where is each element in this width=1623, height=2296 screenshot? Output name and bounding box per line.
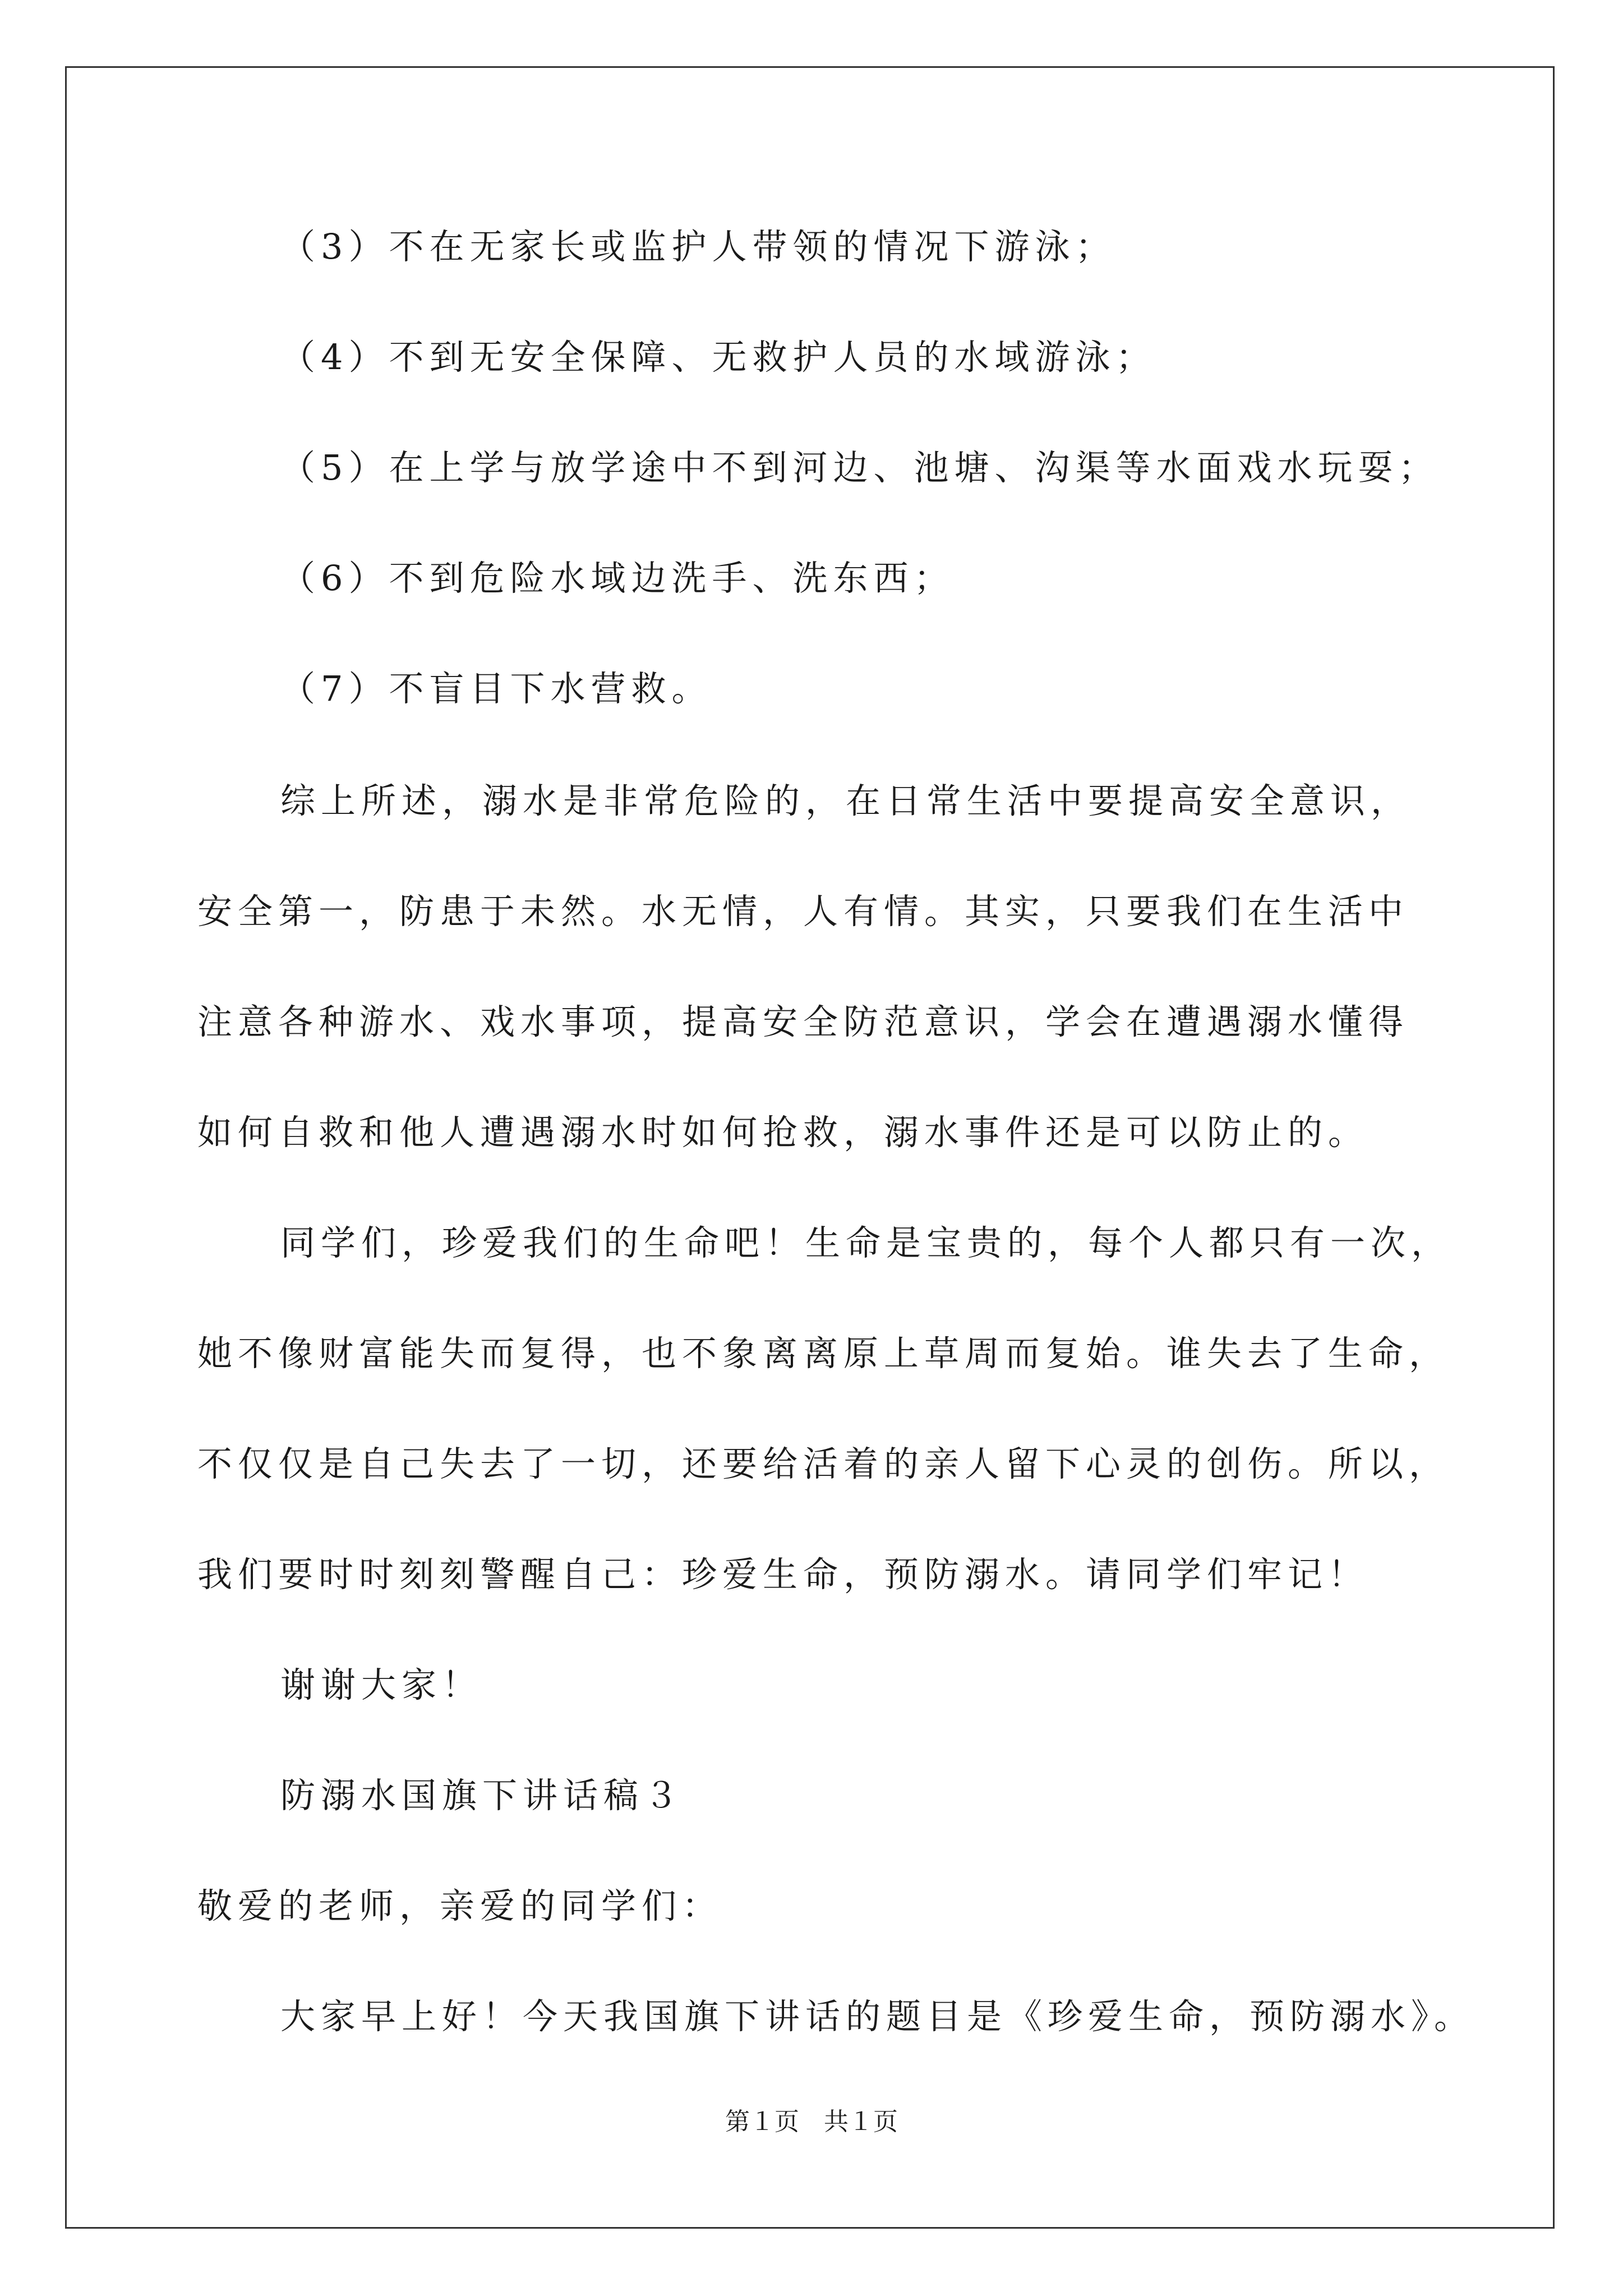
paragraph-line: 大家早上好！今天我国旗下讲话的题目是《珍爱生命，预防溺水》。 bbox=[280, 1996, 1475, 2037]
paragraph-line: 我们要时时刻刻警醒自己：珍爱生命，预防溺水。请同学们牢记！ bbox=[197, 1554, 1369, 1595]
page-number: 第１页 共１页 bbox=[725, 2108, 898, 2136]
section-title: 防溺水国旗下讲话稿３ bbox=[280, 1775, 685, 1816]
list-item-5: （5）在上学与放学途中不到河边、池塘、沟渠等水面戏水玩耍； bbox=[280, 447, 1439, 488]
paragraph-line: 综上所述，溺水是非常危险的，在日常生活中要提高安全意识， bbox=[280, 780, 1412, 821]
paragraph-line: 注意各种游水、戏水事项，提高安全防范意识，学会在遭遇溺水懂得 bbox=[197, 1001, 1409, 1042]
paragraph-line: 同学们，珍爱我们的生命吧！生命是宝贵的，每个人都只有一次， bbox=[280, 1222, 1452, 1263]
paragraph-line: 如何自救和他人遭遇溺水时如何抢救，溺水事件还是可以防止的。 bbox=[197, 1112, 1369, 1153]
paragraph-line: 安全第一，防患于未然。水无情，人有情。其实，只要我们在生活中 bbox=[197, 891, 1409, 932]
paragraph-line: 不仅仅是自己失去了一切，还要给活着的亲人留下心灵的创伤。所以， bbox=[197, 1443, 1450, 1484]
list-item-7: （7）不盲目下水营救。 bbox=[280, 668, 712, 709]
list-item-4: （4）不到无安全保障、无救护人员的水域游泳； bbox=[280, 337, 1156, 378]
salutation: 敬爱的老师，亲爱的同学们： bbox=[197, 1885, 723, 1926]
paragraph-line: 她不像财富能失而复得，也不象离离原上草周而复始。谁失去了生命， bbox=[197, 1333, 1450, 1374]
list-item-6: （6）不到危险水域边洗手、洗东西； bbox=[280, 558, 955, 599]
list-item-3: （3）不在无家长或监护人带领的情况下游泳； bbox=[280, 226, 1116, 267]
closing-line: 谢谢大家！ bbox=[280, 1664, 483, 1705]
